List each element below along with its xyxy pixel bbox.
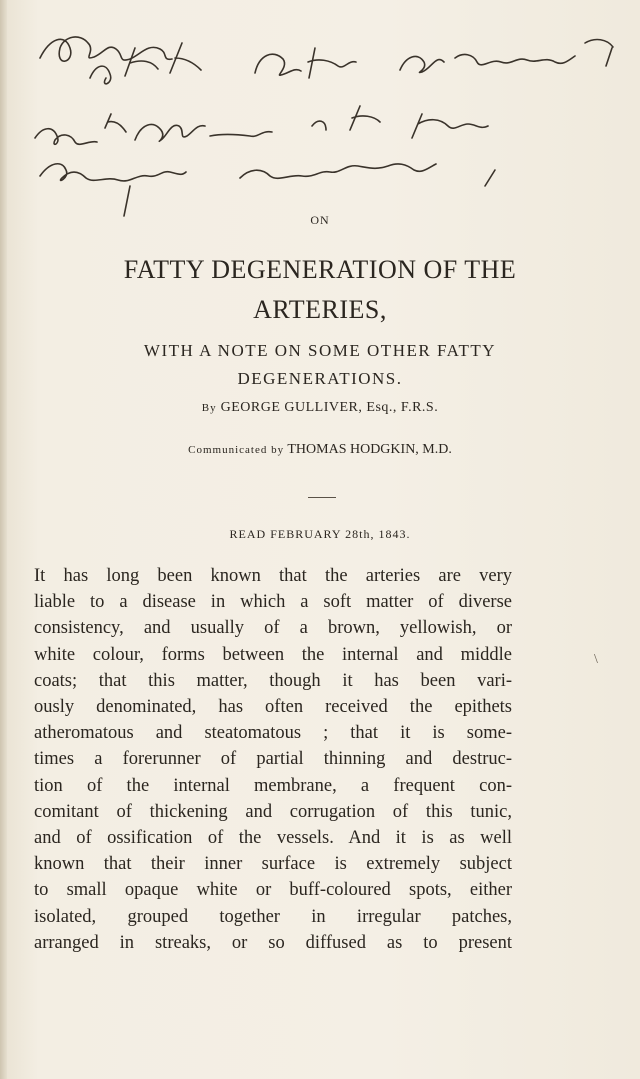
divider-rule <box>308 497 336 498</box>
body-line: known that their inner surface is extremely subject <box>34 854 512 875</box>
body-line: atheromatous and steatomatous ; that it is some- <box>34 723 512 744</box>
body-line: isolated, grouped together in irregular patches, <box>34 906 512 927</box>
body-line: consistency, and usually of a brown, yellowish, or <box>34 618 512 639</box>
communicated-prefix: Communicated by <box>188 444 285 456</box>
heading-on: ON <box>310 213 330 227</box>
handwritten-inscription <box>30 18 630 218</box>
body-line: white colour, forms between the internal and middle <box>34 644 512 665</box>
article-title <box>40 250 600 330</box>
author-prefix: By <box>201 402 217 414</box>
article-subtitle <box>40 337 600 393</box>
body-line: tion of the internal membrane, a frequent con- <box>34 775 512 796</box>
body-line: liable to a disease in which a soft matter of diverse <box>34 592 512 613</box>
communicated-line <box>0 442 640 458</box>
communicated-name: THOMAS HODGKIN, M.D. <box>287 442 452 457</box>
subtitle-line-1: WITH A NOTE ON SOME OTHER FATTY <box>143 341 497 360</box>
title-line-2: ARTERIES, <box>253 295 387 324</box>
title-line-1: FATTY DEGENERATION OF THE <box>123 255 517 284</box>
body-line: It has long been known that the arteries are very <box>34 566 512 586</box>
body-line: comitant of thickening and corrugation of this tunic, <box>34 801 512 822</box>
body-line: times a forerunner of partial thinning and destruc- <box>34 749 512 770</box>
subtitle-line-2: DEGENERATIONS. <box>237 369 403 388</box>
read-date: READ FEBRUARY 28th, 1843. <box>229 527 411 541</box>
body-line: to small opaque white or buff-coloured spots, either <box>34 880 512 901</box>
margin-mark: \ <box>594 652 598 667</box>
author-name: GEORGE GULLIVER, Esq., F.R.S. <box>220 400 439 415</box>
body-paragraph <box>34 563 512 956</box>
body-line: coats; that this matter, though it has been vari- <box>34 670 512 691</box>
body-line: ously denominated, has often received the epithets <box>34 697 512 718</box>
body-line: arranged in streaks, or so diffused as to present <box>34 932 512 953</box>
body-line: and of ossification of the vessels. And it is as well <box>34 828 512 849</box>
author-line <box>0 400 640 416</box>
